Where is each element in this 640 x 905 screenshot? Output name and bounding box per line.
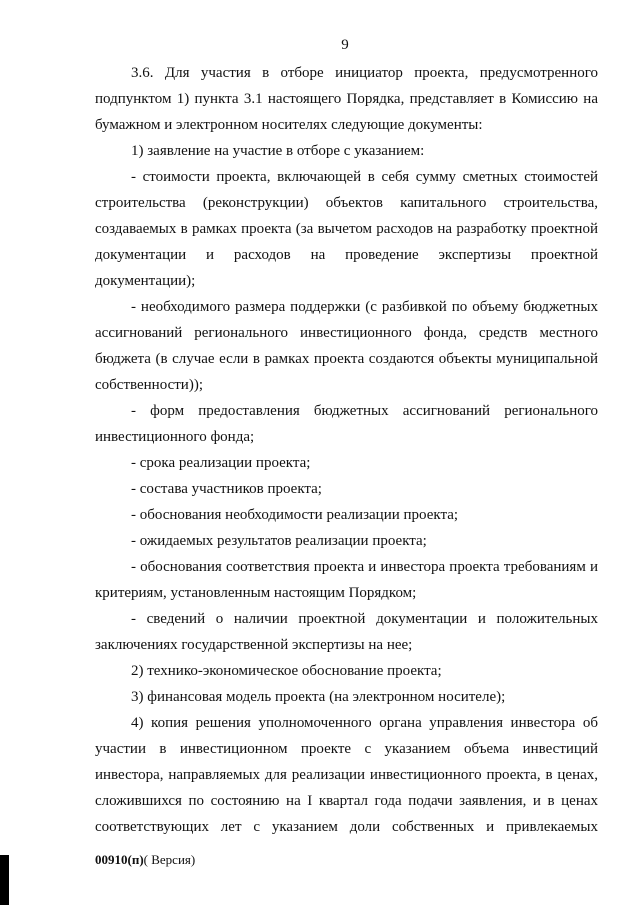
document-version: ( Версия) (143, 852, 196, 867)
bullet-support-size: - необходимого размера поддержки (с разбивкой по объему бюджетных ассигнований регионального инвестиционного фонда, средств местного бюджета (в случае если в рамках проекта создаются объекты муниципальной собственности)); (95, 299, 598, 393)
page-number: 9 (341, 37, 349, 53)
document-code: 00910(п) (95, 852, 144, 867)
bullet-expected-results: - ожидаемых результатов реализации проекта; (131, 533, 427, 549)
document-body (95, 60, 598, 840)
document-footer (95, 852, 195, 868)
bullet-necessity: - обоснования необходимости реализации проекта; (131, 507, 459, 523)
item-2-feasibility: 2) технико-экономическое обоснование проекта; (131, 663, 442, 679)
item-1-application: 1) заявление на участие в отборе с указанием: (131, 143, 425, 159)
item-4-investor-decision: 4) копия решения уполномоченного органа управления инвестора об участии в инвестиционном проекте с указанием объема инвестиций инвестора, направляемых для реализации инвестиционного проекта, в ценах, сложившихся по состоянию на I квартал года подачи заявления, и в ценах соответствующих лет с указанием доли собственных и привлекаемых (95, 715, 598, 835)
item-3-financial-model: 3) финансовая модель проекта (на электронном носителе); (131, 689, 506, 705)
bullet-project-cost: - стоимости проекта, включающей в себя сумму сметных стоимостей строительства (реконструкции) объектов капитального строительства, создаваемых в рамках проекта (за вычетом расходов на разработку проектной документации и расходов на проведение экспертизы проектной документации); (95, 169, 598, 289)
bullet-support-forms: - форм предоставления бюджетных ассигнований регионального инвестиционного фонда; (95, 403, 598, 445)
bullet-compliance: - обоснования соответствия проекта и инвестора проекта требованиям и критериям, установленным настоящим Порядком; (95, 559, 598, 601)
paragraph-3-6: 3.6. Для участия в отборе инициатор проекта, предусмотренного подпунктом 1) пункта 3.1 настоящего Порядка, представляет в Комиссию на бумажном и электронном носителях следующие документы: (95, 65, 598, 133)
scan-margin-mark (0, 855, 9, 905)
bullet-design-docs: - сведений о наличии проектной документации и положительных заключениях государственной экспертизы на нее; (95, 611, 598, 653)
bullet-participants: - состава участников проекта; (131, 481, 322, 497)
bullet-project-term: - срока реализации проекта; (131, 455, 311, 471)
